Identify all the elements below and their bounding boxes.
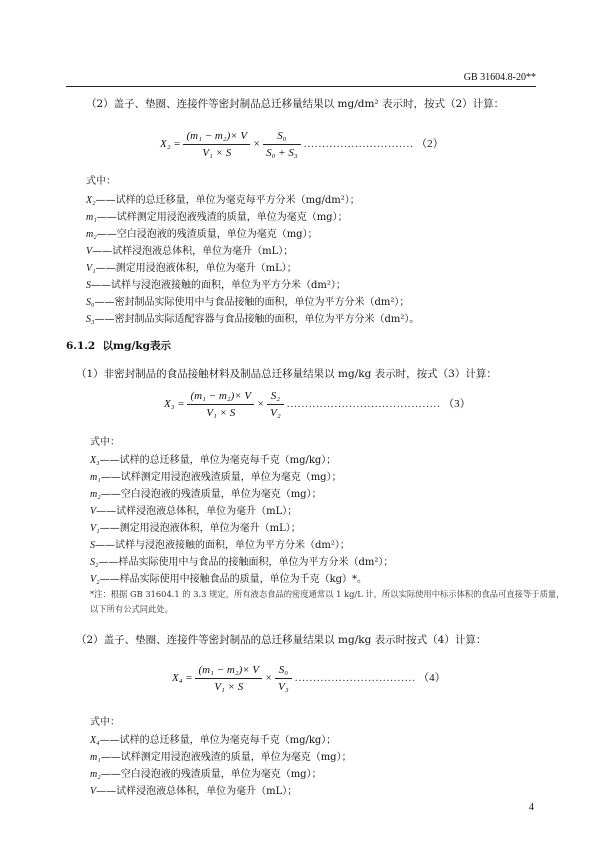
definition-item: V——试样浸泡液总体积，单位为毫升（mL）； — [90, 786, 298, 797]
formula4-where: 式中： — [90, 717, 120, 728]
formula2-fraction-1: $\frac{\text{(m₁ − m₂)× V}}{\text{V₁ × S}}$ — [183, 130, 250, 159]
formula3-fraction-1: $\frac{\text{(m₁ − m₂)× V}}{\text{V₁ × S}}$ — [187, 390, 254, 419]
definition-item: V₁——测定用浸泡液体积，单位为毫升（mL）； — [90, 523, 301, 534]
formula3-where: 式中： — [90, 437, 120, 448]
formula4-fraction-2: $\frac{\text{S₀}}{\text{V₃}}$ — [275, 664, 292, 693]
definition-item: X₄——试样的总迁移量，单位为毫克每千克（mg/kg）； — [90, 735, 337, 746]
definition-item: V——试样浸泡液总体积，单位为毫升（mL）； — [86, 246, 294, 257]
formula4-lhs: X₄ = — [172, 672, 193, 685]
definition-item: m₂——空白浸泡液的残渣质量，单位为毫克（mg）； — [86, 229, 318, 240]
formula2-fraction-2: $\frac{\text{S₀}}{\text{S₀ + S₃}}$ — [263, 130, 301, 159]
formula2-where: 式中： — [86, 176, 116, 187]
formula2-definitions — [86, 192, 419, 328]
section-heading: 6.1.2 以mg/kg表示 — [66, 340, 171, 352]
definition-item: V₁——测定用浸泡液体积，单位为毫升（mL）； — [86, 263, 297, 274]
formula3-number: （3） — [443, 398, 471, 411]
formula2: X₂ = $\frac{\text{(m₁ − m₂)× V}}{\text{V₁ × S}}$ × $\frac{\text{S₀}}{\text{S₀ + S₃}}$ ………………………… （2） — [160, 130, 444, 159]
footnote: *注：根据 GB 31604.1 的 3.3 规定，所有液态食品的密度通常以 1 kg/L 计，所以实际使用中标示体积的食品可直接等于质量，以下所有公式同此处。 — [90, 589, 565, 614]
formula3-intro: （1）非密封制品的食品接触材料及制品总迁移量结果以 mg/kg 表示时，按式（3）计算： — [76, 368, 497, 380]
definition-item: m₁——试样测定用浸泡液残渣的质量，单位为毫克（mg）； — [90, 752, 352, 763]
definition-item: X₂——试样的总迁移量，单位为毫克每平方分米（mg/dm²）； — [86, 195, 360, 206]
definition-item: S₂——样品实际使用中与食品的接触面积，单位为平方分米（dm²）； — [90, 557, 394, 568]
formula3-lhs: X₃ = — [164, 398, 185, 411]
definition-item: V——试样浸泡液总体积，单位为毫升（mL）； — [90, 506, 298, 517]
formula2-intro: （2）盖子、垫圈、连接件等密封制品总迁移量结果以 mg/dm² 表示时，按式（2）计算： — [86, 98, 505, 110]
definition-item: m₁——试样测定用浸泡液残渣的质量，单位为毫克（mg）； — [86, 212, 348, 223]
definition-item: S——试样与浸泡液接触的面积，单位为平方分米（dm²）； — [86, 280, 346, 291]
definition-item: m₁——试样测定用浸泡液残渣质量，单位为毫克（mg）； — [90, 472, 342, 483]
definition-item: m₂——空白浸泡液的残渣质量，单位为毫克（mg）； — [90, 489, 322, 500]
document-code: GB 31604.8-20** — [463, 72, 536, 83]
formula4: X₄ = $\frac{\text{(m₁ − m₂)× V}}{\text{V₁ × S}}$ × $\frac{\text{S₀}}{\text{V₃}}$ …………………………… （4） — [172, 664, 446, 693]
formula2-number: （2） — [416, 138, 444, 151]
formula4-definitions — [90, 732, 352, 800]
formula3-fraction-2: $\frac{\text{S₂}}{\text{V₂}}$ — [267, 390, 284, 419]
page-number: 4 — [529, 802, 534, 813]
formula3: X₃ = $\frac{\text{(m₁ − m₂)× V}}{\text{V₁ × S}}$ × $\frac{\text{S₂}}{\text{V₂}}$ …………………………………… （3） — [164, 390, 471, 419]
formula2-lhs: X₂ = — [160, 138, 181, 151]
header-rule — [66, 86, 536, 87]
formula4-fraction-1: $\frac{\text{(m₁ − m₂)× V}}{\text{V₁ × S}}$ — [195, 664, 262, 693]
definition-item: m₂——空白浸泡液的残渣质量，单位为毫克（mg）； — [90, 769, 322, 780]
formula4-intro: （2）盖子、垫圈、连接件等密封制品的总迁移量结果以 mg/kg 表示时按式（4）计算： — [76, 634, 487, 646]
definition-item: S₀——密封制品实际使用中与食品接触的面积，单位为平方分米（dm²）； — [86, 297, 410, 308]
definition-item: S——试样与浸泡液接触的面积，单位为平方分米（dm²）； — [90, 540, 350, 551]
formula3-definitions — [90, 452, 393, 588]
definition-item: S₃——密封制品实际适配容器与食品接触的面积，单位为平方分米（dm²）。 — [86, 314, 420, 325]
definition-item: V₂——样品实际使用中接触食品的质量，单位为千克（kg）*。 — [90, 574, 368, 585]
definition-item: X₃——试样的总迁移量，单位为毫克每千克（mg/kg）； — [90, 455, 337, 466]
formula4-number: （4） — [418, 672, 446, 685]
